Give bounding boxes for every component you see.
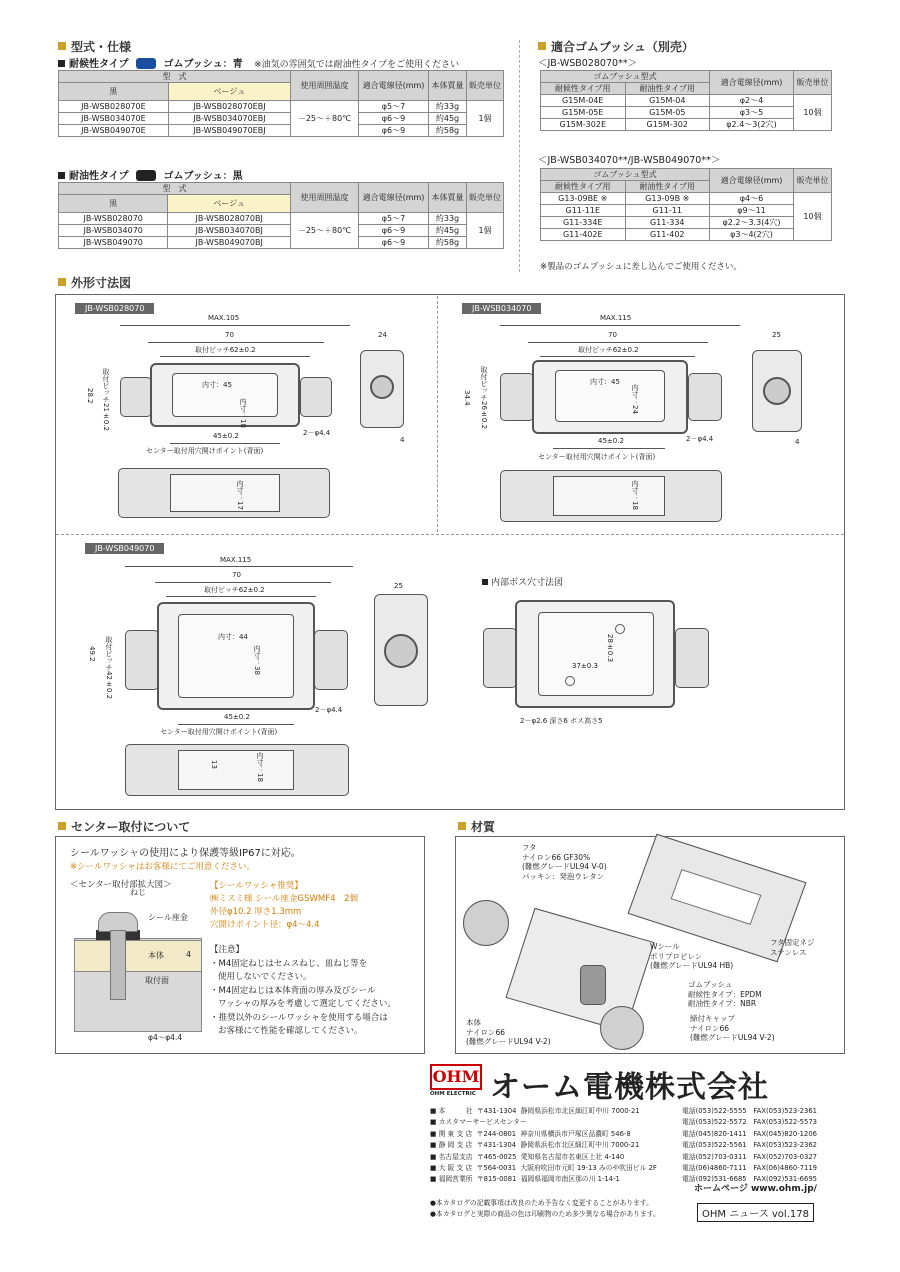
caution-list: 【注意】 ・M4固定ねじはセムスねじ、皿ねじ等を 使用しないでください。 ・M4固定ねじは本体背面の厚み及びシール ワッシャの厚みを考慮して選定してください。 ・推奨以外のシールワッシャを使用する場合は お客様にて性能を確認してください。 — [210, 945, 396, 1036]
dim-boss-h: 37±0.3 — [572, 662, 598, 670]
gland-right — [675, 628, 709, 688]
box-bottom-inner — [178, 750, 294, 790]
gland-left — [483, 628, 517, 688]
oil-heading: 耐油性タイプ ゴムブッシュ：黒 — [58, 167, 243, 182]
dim-bottom: 45±0.2 — [213, 432, 239, 440]
boss-title: 内部ボス穴寸法図 — [482, 575, 563, 588]
dim-line — [178, 724, 294, 725]
dim-line — [120, 325, 350, 326]
body-layer — [74, 940, 202, 972]
bushing-title: 適合ゴムブッシュ（別売） — [538, 38, 694, 55]
body-material: 本体 ナイロン66 (難燃グレードUL94 V-2) — [466, 1018, 551, 1046]
model-tag-2: JB-WSB034070 — [462, 303, 541, 314]
dim-bottom: 45±0.2 — [224, 713, 250, 721]
boss-hole — [615, 624, 625, 634]
dim-max: MAX.115 — [220, 556, 252, 564]
dim-height: 28.2 — [86, 388, 94, 404]
gum-material: ゴムブッシュ 耐候性タイプ：EPDM 耐油性タイプ：NBR — [688, 980, 762, 1008]
dim-4: 4 — [400, 436, 405, 444]
center-hole-label: センター取付用穴開けポイント(背面) — [538, 453, 656, 461]
column-divider — [519, 40, 520, 272]
dim-inner-d: 内寸：18 — [256, 752, 264, 782]
news-volume: OHM ニュース vol.178 — [697, 1203, 814, 1222]
drawing-divider-v — [437, 296, 438, 532]
dim-max: MAX.105 — [208, 314, 240, 322]
drawing-title: 外形寸法図 — [58, 274, 131, 291]
gland-left — [125, 630, 159, 690]
dim-vpitch: 取付ピッチ21±0.2 — [102, 368, 110, 432]
dim-line — [500, 325, 740, 326]
dim-max: MAX.115 — [600, 314, 632, 322]
dim-line — [166, 596, 316, 597]
dim-inner-w: 内寸：45 — [590, 378, 620, 386]
dim-line — [125, 566, 353, 567]
dim-width: 70 — [608, 331, 617, 339]
center-title: センター取付について — [58, 818, 190, 835]
ohm-logo: OHM — [430, 1064, 482, 1090]
office-list: ■ 本 社 〒431-1304 静岡県浜松市北区細江町中川 7000-21 ■ カスタマーサービスセンター ■ 関 東 支 店 〒244-0801 神奈川県横浜市戸塚区品濃町 546-8 ■ 静 岡 支 店 〒431-1304 静岡県浜松市北区細江町中川 7000-21 ■ 名古屋支店 〒465-0025 愛知県名古屋市名東区上社 4-140 ■ 大 阪 支 店 〒564-0031 大阪府吹田市元町 19-13 みのや吹田ビル 2F ■ 福岡営業所 〒815-0081 福岡県福岡市南区那の川 1-14-1 — [430, 1107, 657, 1184]
dim-width: 70 — [225, 331, 234, 339]
wseal-material: Wシール ポリプロピレン (難燃グレードUL94 HB) — [650, 942, 734, 970]
dim-bottom: 45±0.2 — [598, 437, 624, 445]
gland-left — [500, 373, 534, 421]
screw-head — [98, 912, 138, 932]
box-bottom-inner — [553, 476, 665, 516]
center-fig-caption: ＜センター取付部拡大図＞ — [70, 880, 172, 890]
dim-line — [148, 342, 324, 343]
center-line-2: ※シールワッシャはお客様にてご用意ください。 — [70, 862, 255, 872]
drawing-divider-h — [56, 534, 844, 535]
dim-inner-w: 内寸：44 — [218, 633, 248, 641]
blue-bushing-icon — [136, 58, 156, 69]
oil-spec-table: 型 式 使用周囲温度 適合電線径(mm) 本体質量 販売単位 黒 ベージュ JB-WSB028070 JB-WSB028070BJ －25～＋80℃ φ5～7 約33g 1個 JB-WSB034070 JB-WSB034070BJ φ6～9 約45g JB-WSB049070 JB-WSB049070BJ φ6～9 約58g — [58, 182, 504, 249]
dim-hole: 2－φ4.4 — [315, 706, 343, 714]
box-bottom-inner — [170, 474, 280, 512]
model-tag-3: JB-WSB049070 — [85, 543, 164, 554]
ohm-logo-sub: OHM ELECTRIC — [430, 1091, 476, 1097]
cap-illustration — [600, 1006, 644, 1050]
dim-inner-h: 内寸：38 — [253, 645, 261, 675]
label-zagane: シール座金 — [148, 913, 188, 922]
phone-list: 電話(053)522-5555 FAX(053)523-2361 電話(053)522-5572 FAX(053)522-5573 電話(045)820-1411 FAX(045)820-1206 電話(053)522-5561 FAX(053)523-2362 電話(052)703-0311 FAX(052)703-0327 電話(06)4860-7111 FAX(06)4860-7119 電話(092)531-6685 FAX(092)531-6695 — [682, 1107, 817, 1184]
disclaimer-2: ●本カタログと実際の商品の色は印刷物のため多少異なる場合があります。 — [430, 1210, 660, 1218]
bushing-caption-1: ＜JB-WSB028070**＞ — [538, 58, 638, 69]
dim-line — [528, 342, 708, 343]
dim-vpitch: 取付ピッチ42±0.2 — [105, 636, 113, 700]
dim-pitch: 取付ピッチ62±0.2 — [195, 346, 256, 354]
label-four: 4 — [186, 950, 192, 959]
washer-recommendation: 【シールワッシャ推奨】 ㈱ミスミ様 シール座金GSWMF4 2個 外径φ10.2 厚さ1.3mm 穴開けポイント径：φ4～4.4 — [210, 881, 358, 930]
dim-pitch: 取付ピッチ62±0.2 — [578, 346, 639, 354]
box-inner — [178, 614, 294, 698]
gland-illustration — [463, 900, 509, 946]
dim-inner-w: 内寸：45 — [202, 381, 232, 389]
screw-material: フタ固定ネジ ステンレス — [770, 938, 815, 957]
dim-inner-d: 内寸：18 — [631, 480, 639, 510]
cap-material: 締付キャップ ナイロン66 (難燃グレードUL94 V-2) — [690, 1014, 775, 1042]
homepage-link[interactable]: ホームページ www.ohm.jp/ — [694, 1184, 817, 1194]
boss-hole — [565, 676, 575, 686]
dim-boss-v: 28±0.3 — [606, 634, 614, 663]
gland-right — [300, 377, 332, 417]
label-hontai: 本体 — [148, 951, 164, 960]
label-men: 取付面 — [145, 976, 169, 985]
dim-line — [160, 356, 310, 357]
dim-depth: 25 — [394, 582, 403, 590]
bushing-table-1: ゴムブッシュ型式 適合電線径(mm) 販売単位 耐候性タイプ用 耐油性タイプ用 G15M-04E G15M-04 φ2～4 10個 G15M-05E G15M-05 φ3～5 G15M-302E G15M-302 φ2.4～3(2穴) — [540, 70, 832, 131]
dim-pitch: 取付ピッチ62±0.2 — [204, 586, 265, 594]
dim-height: 34.4 — [463, 390, 471, 406]
dim-depth: 25 — [772, 331, 781, 339]
dim-height: 49.2 — [88, 646, 96, 662]
center-line-1: シールワッシャの使用により保護等級IP67に対応。 — [70, 848, 301, 859]
gland-left — [120, 377, 152, 417]
spec-title: 型式・仕様 — [58, 38, 131, 55]
black-bushing-icon — [136, 170, 156, 181]
gland-right — [688, 373, 722, 421]
dim-vpitch: 取付ピッチ26±0.2 — [480, 366, 488, 430]
dim-inner-h: 内寸：24 — [631, 384, 639, 414]
dim-hole: 2－φ4.4 — [303, 429, 331, 437]
lid-material: フタ ナイロン66 GF30% (難燃グレードUL94 V-0) パッキン：発泡ウレタン — [522, 843, 607, 881]
dim-line — [155, 582, 331, 583]
gland-end-view — [370, 375, 394, 399]
gland-end-view — [384, 634, 418, 668]
weather-heading: 耐候性タイプ ゴムブッシュ：青 ※油気の雰囲気では耐油性タイプをご使用ください — [58, 55, 459, 70]
weather-spec-table: 型 式 使用周囲温度 適合電線径(mm) 本体質量 販売単位 黒 ベージュ JB-WSB028070E JB-WSB028070EBJ －25～＋80℃ φ5～7 約33g 1個 JB-WSB034070E JB-WSB034070EBJ φ6～9 約45g JB-WSB049070E JB-WSB049070EBJ φ6～9 約58g — [58, 70, 504, 137]
dim-4: 4 — [795, 438, 800, 446]
label-phi: φ4～φ4.4 — [148, 1033, 183, 1042]
gland-right — [314, 630, 348, 690]
label-neji: ねじ — [130, 888, 146, 897]
dim-depth: 24 — [378, 331, 387, 339]
center-hole-label: センター取付用穴開けポイント(背面) — [160, 728, 278, 736]
bushing-table-2: ゴムブッシュ型式 適合電線径(mm) 販売単位 耐候性タイプ用 耐油性タイプ用 G13-09BE ※ G13-09B ※ φ4～6 10個 G11-11E G11-11 φ9～11 G11-334E G11-334 φ2.2～3.3(4穴) G11-402E G11-402 φ3～4(2穴) — [540, 168, 832, 241]
bushing-note: ※製品のゴムブッシュに差し込んでご使用ください。 — [540, 262, 742, 272]
company-name: オーム電機株式会社 — [490, 1070, 769, 1105]
gland-end-view — [763, 377, 791, 405]
dim-line — [553, 448, 665, 449]
dim-inner-d: 内寸：17 — [236, 480, 244, 510]
box-inner — [538, 612, 654, 696]
model-tag-1: JB-WSB028070 — [75, 303, 154, 314]
dim-line — [170, 443, 280, 444]
bushing-caption-2: ＜JB-WSB034070**/JB-WSB049070**＞ — [538, 155, 721, 166]
dim-13: 13 — [210, 760, 218, 769]
screw-shank — [110, 930, 126, 1000]
dim-line — [540, 356, 695, 357]
material-title: 材質 — [458, 818, 495, 835]
disclaimer-1: ●本カタログの記載事項は改良のため予告なく変更することがあります。 — [430, 1199, 653, 1207]
center-hole-label: センター取付用穴開けポイント(背面) — [146, 447, 264, 455]
dim-hole: 2－φ4.4 — [686, 435, 714, 443]
bushing-illustration — [580, 965, 606, 1005]
dim-inner-h: 内寸：18 — [239, 398, 247, 428]
dim-width: 70 — [232, 571, 241, 579]
boss-note: 2－φ2.6 深さ6 ボス高さ5 — [520, 717, 603, 725]
